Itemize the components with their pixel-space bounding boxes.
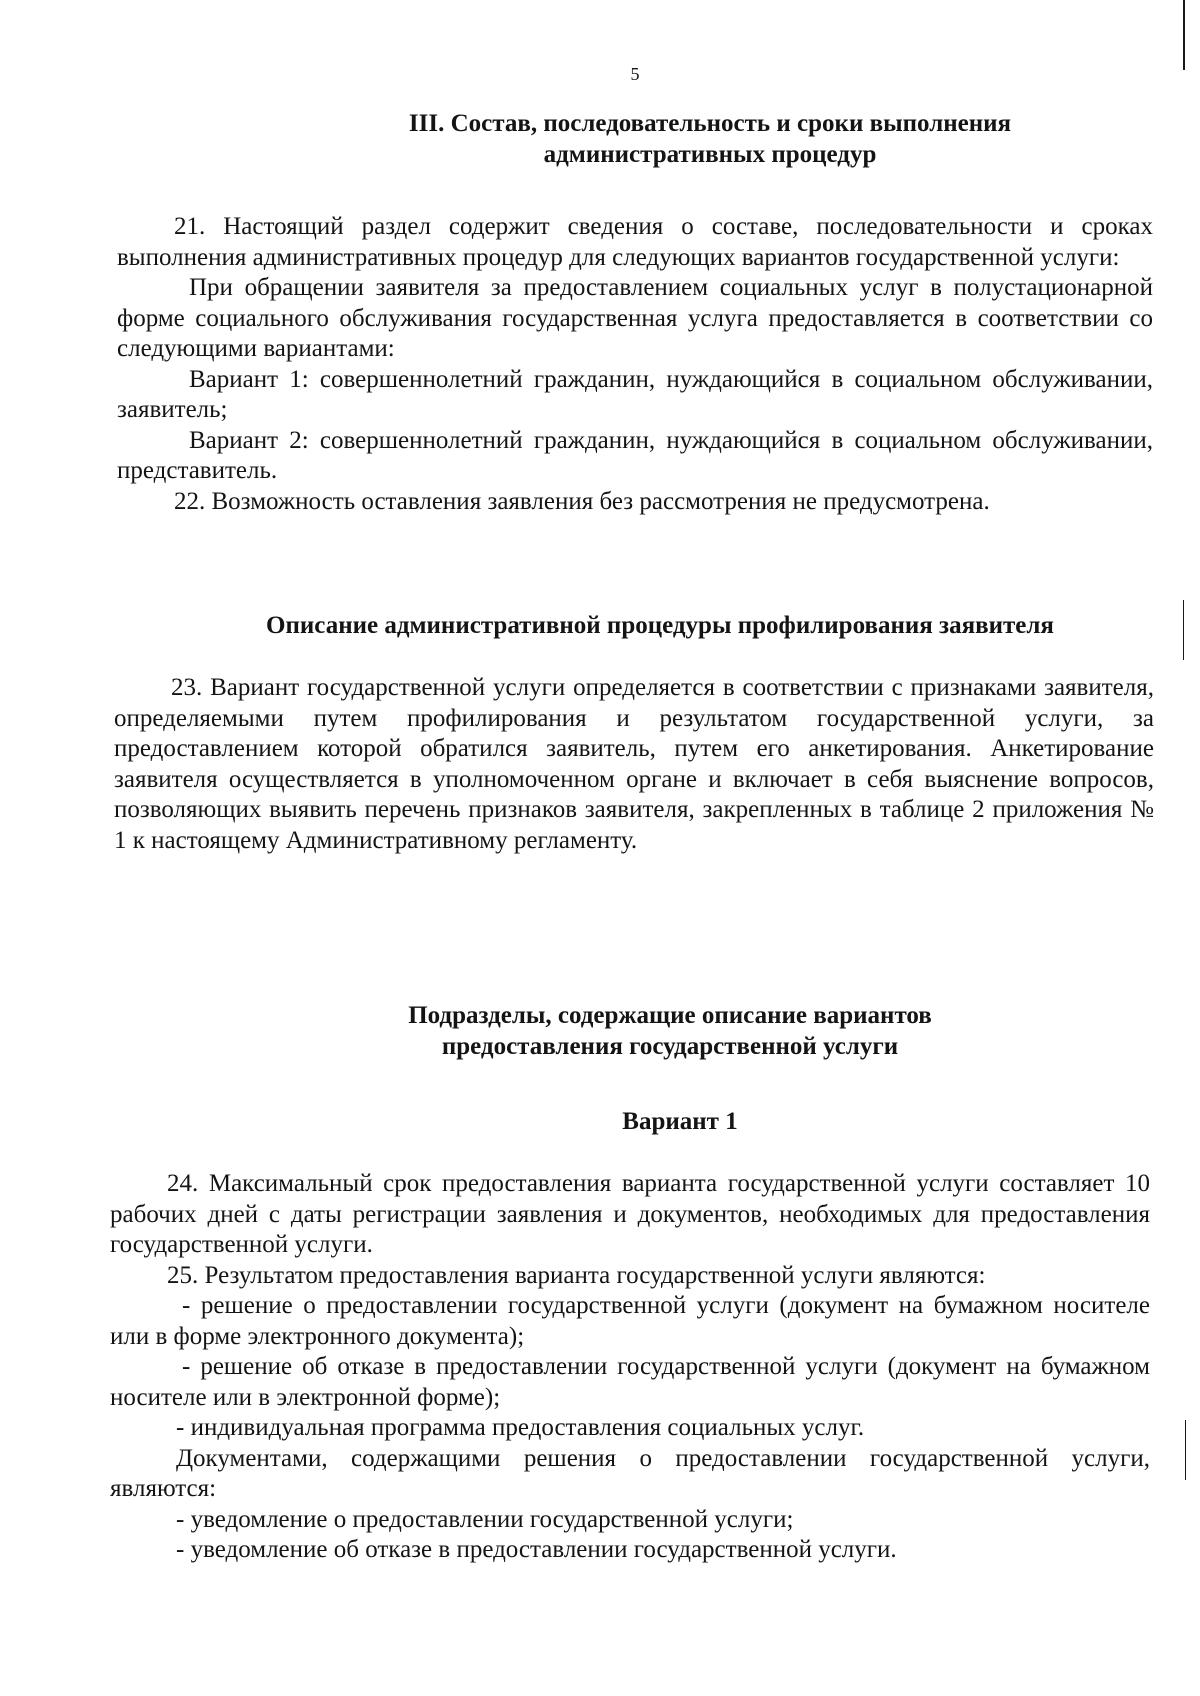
documents-paragraph: Документами, содержащими решения о предоставлении государственной услуги, являются:	[110, 1444, 1150, 1502]
section-body	[117, 212, 1153, 517]
page-number: 5	[630, 64, 640, 84]
paragraph-22: 22. Возможность оставления заявления без рассмотрения не предусмотрена.	[174, 487, 990, 515]
section-heading-line2: административных процедур	[543, 141, 877, 168]
documents-item-notice: - уведомление о предоставлении государственной услуги;	[176, 1505, 794, 1533]
variant-heading: Вариант 1	[622, 1108, 738, 1135]
paragraph-forms: При обращении заявителя за предоставлением социальных услуг в полустационарной форме социального обслуживания государственная услуга предоставляется в соответствии со следующими вариантами:	[117, 274, 1153, 362]
paragraph-variant-2: Вариант 2: совершеннолетний гражданин, нуждающийся в социальном обслуживании, представитель.	[117, 426, 1153, 484]
result-item-refusal: - решение об отказе в предоставлении государственной услуги (документ на бумажном носителе или в электронной форме);	[110, 1353, 1150, 1411]
scan-edge-mark	[1183, 600, 1184, 660]
paragraph-21: 21. Настоящий раздел содержит сведения о составе, последовательности и сроках выполнения административных процедур для следующих вариантов государственной услуги:	[117, 213, 1153, 271]
subsections-heading-line1: Подразделы, содержащие описание вариантов	[408, 1002, 932, 1029]
paragraph-23: 23. Вариант государственной услуги определяется в соответствии с признаками заявителя, определяемыми путем профилирования и результатом государственной услуги, за предоставлением которой обратился заявитель, путем его анкетирования. Анкетирование заявителя осуществляется в уполномоченном органе и включает в себя выяснение вопросов, позволяющих выявить перечень признаков заявителя, закрепленных в таблице 2 приложения № 1 к настоящему Административному регламенту.	[114, 674, 1154, 854]
profiling-body	[114, 673, 1154, 856]
paragraph-25: 25. Результатом предоставления варианта государственной услуги являются:	[167, 1261, 986, 1289]
subsections-heading	[220, 1000, 1120, 1062]
paragraph-variant-1: Вариант 1: совершеннолетний гражданин, нуждающийся в социальном обслуживании, заявитель;	[117, 365, 1153, 423]
variant-body	[110, 1169, 1150, 1566]
scan-edge-mark	[1185, 1420, 1186, 1480]
documents-item-refusal-notice: - уведомление об отказе в предоставлении государственной услуги.	[176, 1536, 897, 1563]
profiling-heading: Описание административной процедуры профилирования заявителя	[266, 612, 1054, 639]
section-heading-line1: III. Состав, последовательность и сроки выполнения	[408, 110, 1012, 137]
section-heading	[260, 108, 1160, 170]
result-item-decision: - решение о предоставлении государственной услуги (документ на бумажном носителе или в форме электронного документа);	[110, 1292, 1150, 1350]
paragraph-24: 24. Максимальный срок предоставления варианта государственной услуги составляет 10 рабочих дней с даты регистрации заявления и документов, необходимых для предоставления государственной услуги.	[110, 1170, 1150, 1258]
subsections-heading-line2: предоставления государственной услуги	[441, 1033, 899, 1060]
result-item-program: - индивидуальная программа предоставления социальных услуг.	[176, 1414, 865, 1441]
scan-edge-mark	[1183, 0, 1185, 70]
